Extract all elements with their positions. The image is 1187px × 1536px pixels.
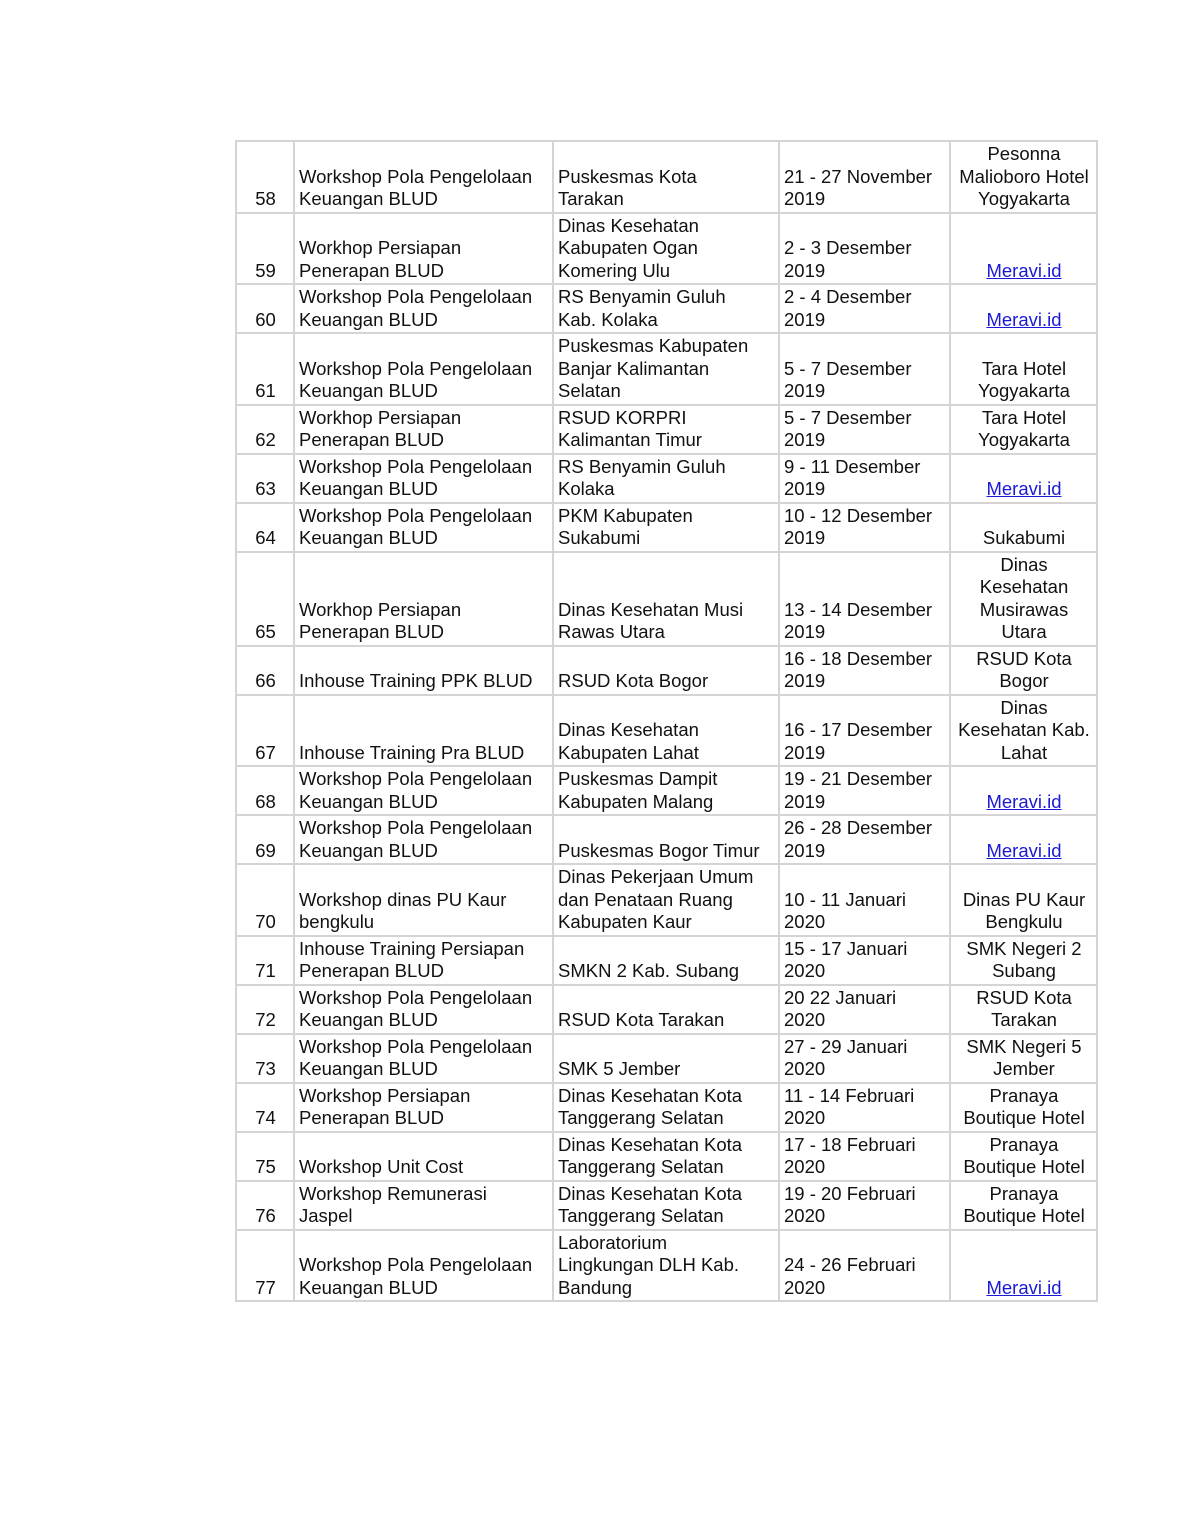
event-name-cell: Inhouse Training Pra BLUD <box>294 695 553 767</box>
client-cell: Puskesmas Kota Tarakan <box>553 141 779 213</box>
row-number-cell: 70 <box>236 864 294 936</box>
table-row <box>236 815 1097 864</box>
client-cell: Dinas Kesehatan Kota Tanggerang Selatan <box>553 1083 779 1132</box>
row-number-cell: 71 <box>236 936 294 985</box>
location-cell <box>950 284 1097 333</box>
table-row <box>236 936 1097 985</box>
date-cell: 17 - 18 Februari 2020 <box>779 1132 950 1181</box>
client-cell: RS Benyamin Guluh Kolaka <box>553 454 779 503</box>
event-name-cell: Workshop Unit Cost <box>294 1132 553 1181</box>
location-link[interactable]: Meravi.id <box>986 478 1062 499</box>
date-cell: 5 - 7 Desember 2019 <box>779 333 950 405</box>
event-name-cell: Workshop Pola Pengelolaan Keuangan BLUD <box>294 815 553 864</box>
date-cell: 10 - 11 Januari 2020 <box>779 864 950 936</box>
table-row <box>236 985 1097 1034</box>
event-name-cell: Workshop Pola Pengelolaan Keuangan BLUD <box>294 1230 553 1302</box>
table-row <box>236 1083 1097 1132</box>
table-row <box>236 503 1097 552</box>
client-cell: Puskesmas Bogor Timur <box>553 815 779 864</box>
row-number-cell: 73 <box>236 1034 294 1083</box>
row-number-cell: 76 <box>236 1181 294 1230</box>
table-row <box>236 1132 1097 1181</box>
table-row <box>236 766 1097 815</box>
table-row <box>236 646 1097 695</box>
date-cell: 11 - 14 Februari 2020 <box>779 1083 950 1132</box>
event-name-cell: Workshop Pola Pengelolaan Keuangan BLUD <box>294 985 553 1034</box>
row-number-cell: 75 <box>236 1132 294 1181</box>
location-link[interactable]: Meravi.id <box>986 790 1062 812</box>
client-cell: RSUD Kota Tarakan <box>553 985 779 1034</box>
table-row <box>236 454 1097 503</box>
row-number-cell: 64 <box>236 503 294 552</box>
client-cell: Dinas Kesehatan Kabupaten Ogan Komering Ulu <box>553 213 779 285</box>
table-row <box>236 1230 1097 1302</box>
date-cell: 2 - 4 Desember 2019 <box>779 284 950 333</box>
event-name-cell: Workhop Persiapan Penerapan BLUD <box>294 552 553 646</box>
client-cell: Puskesmas Dampit Kabupaten Malang <box>553 766 779 815</box>
location-cell: Pesonna Malioboro Hotel Yogyakarta <box>950 141 1097 213</box>
location-link[interactable]: Meravi.id <box>986 259 1062 281</box>
location-cell: Pranaya Boutique Hotel <box>950 1132 1097 1181</box>
row-number-cell: 74 <box>236 1083 294 1132</box>
event-name-cell: Workshop Pola Pengelolaan Keuangan BLUD <box>294 141 553 213</box>
table-row <box>236 1034 1097 1083</box>
row-number-cell: 65 <box>236 552 294 646</box>
date-cell: 27 - 29 Januari 2020 <box>779 1034 950 1083</box>
row-number-cell: 77 <box>236 1230 294 1302</box>
client-cell: RS Benyamin Guluh Kab. Kolaka <box>553 284 779 333</box>
location-link[interactable]: Meravi.id <box>986 839 1062 861</box>
location-cell: Sukabumi <box>950 503 1097 552</box>
location-cell: Dinas PU Kaur Bengkulu <box>950 864 1097 936</box>
client-cell: Dinas Kesehatan Kota Tanggerang Selatan <box>553 1181 779 1230</box>
date-cell: 19 - 21 Desember 2019 <box>779 766 950 815</box>
date-cell: 5 - 7 Desember 2019 <box>779 405 950 454</box>
table-body <box>236 141 1097 1301</box>
row-number-cell: 67 <box>236 695 294 767</box>
event-name-cell: Workshop Pola Pengelolaan Keuangan BLUD <box>294 454 553 503</box>
date-cell: 21 - 27 November 2019 <box>779 141 950 213</box>
date-cell: 16 - 18 Desember 2019 <box>779 646 950 695</box>
client-cell: Dinas Kesehatan Kabupaten Lahat <box>553 695 779 767</box>
row-number-cell: 63 <box>236 454 294 503</box>
client-cell: RSUD KORPRI Kalimantan Timur <box>553 405 779 454</box>
location-cell <box>950 815 1097 864</box>
client-cell: Dinas Pekerjaan Umum dan Penataan Ruang Kabupaten Kaur <box>553 864 779 936</box>
row-number-cell: 66 <box>236 646 294 695</box>
event-name-cell: Workshop dinas PU Kaur bengkulu <box>294 864 553 936</box>
location-cell: Dinas Kesehatan Kab. Lahat <box>950 695 1097 767</box>
date-cell: 20 22 Januari 2020 <box>779 985 950 1034</box>
location-cell: Tara Hotel Yogyakarta <box>950 333 1097 405</box>
location-cell: SMK Negeri 5 Jember <box>950 1034 1097 1083</box>
table-row <box>236 864 1097 936</box>
event-name-cell: Workshop Pola Pengelolaan Keuangan BLUD <box>294 503 553 552</box>
location-cell <box>950 1230 1097 1302</box>
event-name-cell: Workhop Persiapan Penerapan BLUD <box>294 405 553 454</box>
table-row <box>236 333 1097 405</box>
event-name-cell: Workshop Pola Pengelolaan Keuangan BLUD <box>294 766 553 815</box>
location-cell: Pranaya Boutique Hotel <box>950 1181 1097 1230</box>
row-number-cell: 60 <box>236 284 294 333</box>
row-number-cell: 61 <box>236 333 294 405</box>
table-row <box>236 213 1097 285</box>
location-cell: Tara Hotel Yogyakarta <box>950 405 1097 454</box>
client-cell: Dinas Kesehatan Kota Tanggerang Selatan <box>553 1132 779 1181</box>
row-number-cell: 68 <box>236 766 294 815</box>
client-cell: SMKN 2 Kab. Subang <box>553 936 779 985</box>
location-cell: RSUD Kota Bogor <box>950 646 1097 695</box>
row-number-cell: 72 <box>236 985 294 1034</box>
date-cell: 16 - 17 Desember 2019 <box>779 695 950 767</box>
client-cell: PKM Kabupaten Sukabumi <box>553 503 779 552</box>
location-cell: SMK Negeri 2 Subang <box>950 936 1097 985</box>
location-cell: Pranaya Boutique Hotel <box>950 1083 1097 1132</box>
event-name-cell: Workhop Persiapan Penerapan BLUD <box>294 213 553 285</box>
client-cell: Dinas Kesehatan Musi Rawas Utara <box>553 552 779 646</box>
table-row <box>236 405 1097 454</box>
date-cell: 19 - 20 Februari 2020 <box>779 1181 950 1230</box>
event-name-cell: Inhouse Training PPK BLUD <box>294 646 553 695</box>
training-schedule-table <box>235 140 1098 1302</box>
event-name-cell: Workshop Pola Pengelolaan Keuangan BLUD <box>294 284 553 333</box>
date-cell: 24 - 26 Februari 2020 <box>779 1230 950 1302</box>
event-name-cell: Workshop Remunerasi Jaspel <box>294 1181 553 1230</box>
row-number-cell: 59 <box>236 213 294 285</box>
row-number-cell: 62 <box>236 405 294 454</box>
date-cell: 26 - 28 Desember 2019 <box>779 815 950 864</box>
client-cell: RSUD Kota Bogor <box>553 646 779 695</box>
row-number-cell: 69 <box>236 815 294 864</box>
location-link[interactable]: Meravi.id <box>986 308 1062 330</box>
location-cell <box>950 213 1097 285</box>
date-cell: 15 - 17 Januari 2020 <box>779 936 950 985</box>
table-row <box>236 695 1097 767</box>
client-cell: Laboratorium Lingkungan DLH Kab. Bandung <box>553 1230 779 1302</box>
location-cell: Dinas Kesehatan Musirawas Utara <box>950 552 1097 646</box>
client-cell: SMK 5 Jember <box>553 1034 779 1083</box>
date-cell: 2 - 3 Desember 2019 <box>779 213 950 285</box>
location-cell <box>950 454 1097 503</box>
event-name-cell: Inhouse Training Persiapan Penerapan BLUD <box>294 936 553 985</box>
table-row <box>236 1181 1097 1230</box>
table-row <box>236 284 1097 333</box>
date-cell: 9 - 11 Desember 2019 <box>779 454 950 503</box>
location-link[interactable]: Meravi.id <box>986 1276 1062 1298</box>
row-number-cell: 58 <box>236 141 294 213</box>
event-name-cell: Workshop Pola Pengelolaan Keuangan BLUD <box>294 333 553 405</box>
event-name-cell: Workshop Persiapan Penerapan BLUD <box>294 1083 553 1132</box>
client-cell: Puskesmas Kabupaten Banjar Kalimantan Selatan <box>553 333 779 405</box>
location-cell: RSUD Kota Tarakan <box>950 985 1097 1034</box>
location-cell <box>950 766 1097 815</box>
table-row <box>236 141 1097 213</box>
date-cell: 13 - 14 Desember 2019 <box>779 552 950 646</box>
date-cell: 10 - 12 Desember 2019 <box>779 503 950 552</box>
table-row <box>236 552 1097 646</box>
event-name-cell: Workshop Pola Pengelolaan Keuangan BLUD <box>294 1034 553 1083</box>
